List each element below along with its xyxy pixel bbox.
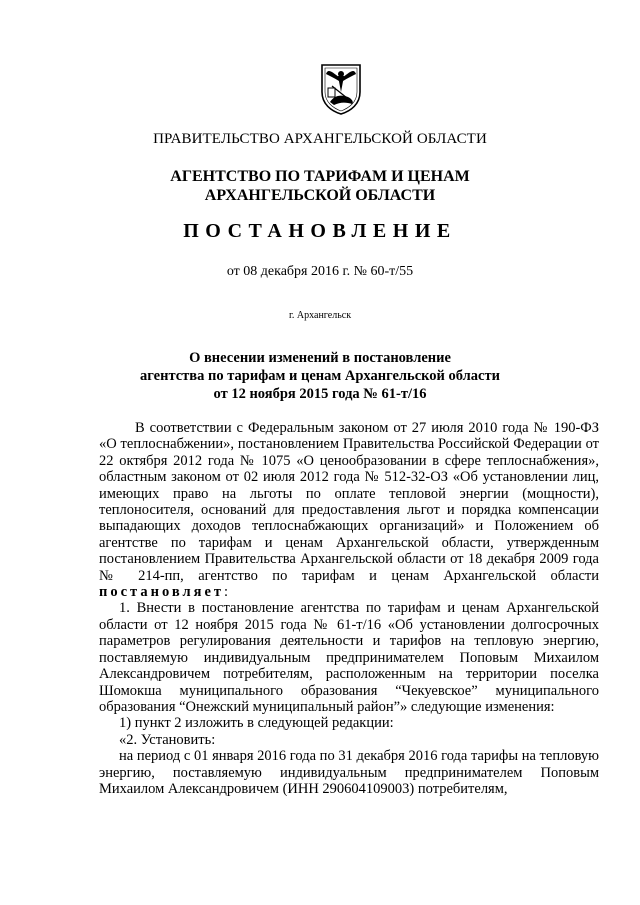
decree-colon: : <box>224 584 229 601</box>
subject-line1: О внесении изменений в постановление <box>189 350 451 366</box>
subject-line2: агентства по тарифам и ценам Архангельской области <box>140 368 500 384</box>
government-title: ПРАВИТЕЛЬСТВО АРХАНГЕЛЬСКОЙ ОБЛАСТИ <box>153 131 487 147</box>
agency-title-line1: АГЕНТСТВО ПО ТАРИФАМ И ЦЕНАМ <box>170 168 470 185</box>
period-paragraph: на период с 01 января 2016 года по 31 декабря 2016 года тарифы на тепловую энергию, поставляемую индивидуальным предпринимателем Поповым Михаилом Александровичем (ИНН 290604109003) потребителям, <box>99 748 599 797</box>
arkhangelsk-coat-of-arms-icon <box>318 62 364 116</box>
agency-title <box>0 167 640 205</box>
document-subject <box>0 349 640 403</box>
subject-line3: от 12 ноября 2015 года № 61-т/16 <box>213 386 427 402</box>
document-type: ПОСТАНОВЛЕНИЕ <box>183 220 457 242</box>
document-city: г. Архангельск <box>288 310 352 321</box>
intro-text: В соответствии с Федеральным законом от 27 июля 2010 года № 190-ФЗ «О теплоснабжении», постановлением Правительства Российской Федерации от 22 октября 2012 года № 1075 «О ценообразовании в сфере теплоснабжения», областным законом от 02 июля 2012 года № 512-32-ОЗ «Об установлении лиц, имеющих право на льготы по оплате тепловой энергии (мощности), теплоносителя, оснований для предоставления льгот и порядка компенсации выпадающих доходов теплоснабжающих организаций» и Положением об агентстве по тарифам и ценам Архангельской области, утвержденным постановлением Правительства Архангельской области от 18 декабря 2009 года № 214-пп, агентство по тарифам и ценам Архангельской области <box>99 420 599 584</box>
subitem-1-paragraph: 1) пункт 2 изложить в следующей редакции: <box>119 715 394 732</box>
document-date-number: от 08 декабря 2016 г. № 60-т/55 <box>226 264 414 279</box>
item-1-paragraph: 1. Внести в постановление агентства по тарифам и ценам Архангельской области от 12 ноября 2015 года № 61-т/16 «Об установлении долгосрочных параметров регулирования деятельности и тарифов на тепловую энергию, поставляемую индивидуальным предпринимателем Поповым Михаилом Александровичем потребителям, расположенным на территории поселка Шомокша муниципального образования “Чекуевское” муниципального образования “Онежский муниципальный район”» следующие изменения: <box>99 600 599 715</box>
intro-paragraph <box>99 420 599 600</box>
decree-word: постановляет <box>99 584 225 601</box>
agency-title-line2: АРХАНГЕЛЬСКОЙ ОБЛАСТИ <box>204 187 436 204</box>
document-body <box>99 420 599 797</box>
quote-start-paragraph: «2. Установить: <box>119 731 216 748</box>
